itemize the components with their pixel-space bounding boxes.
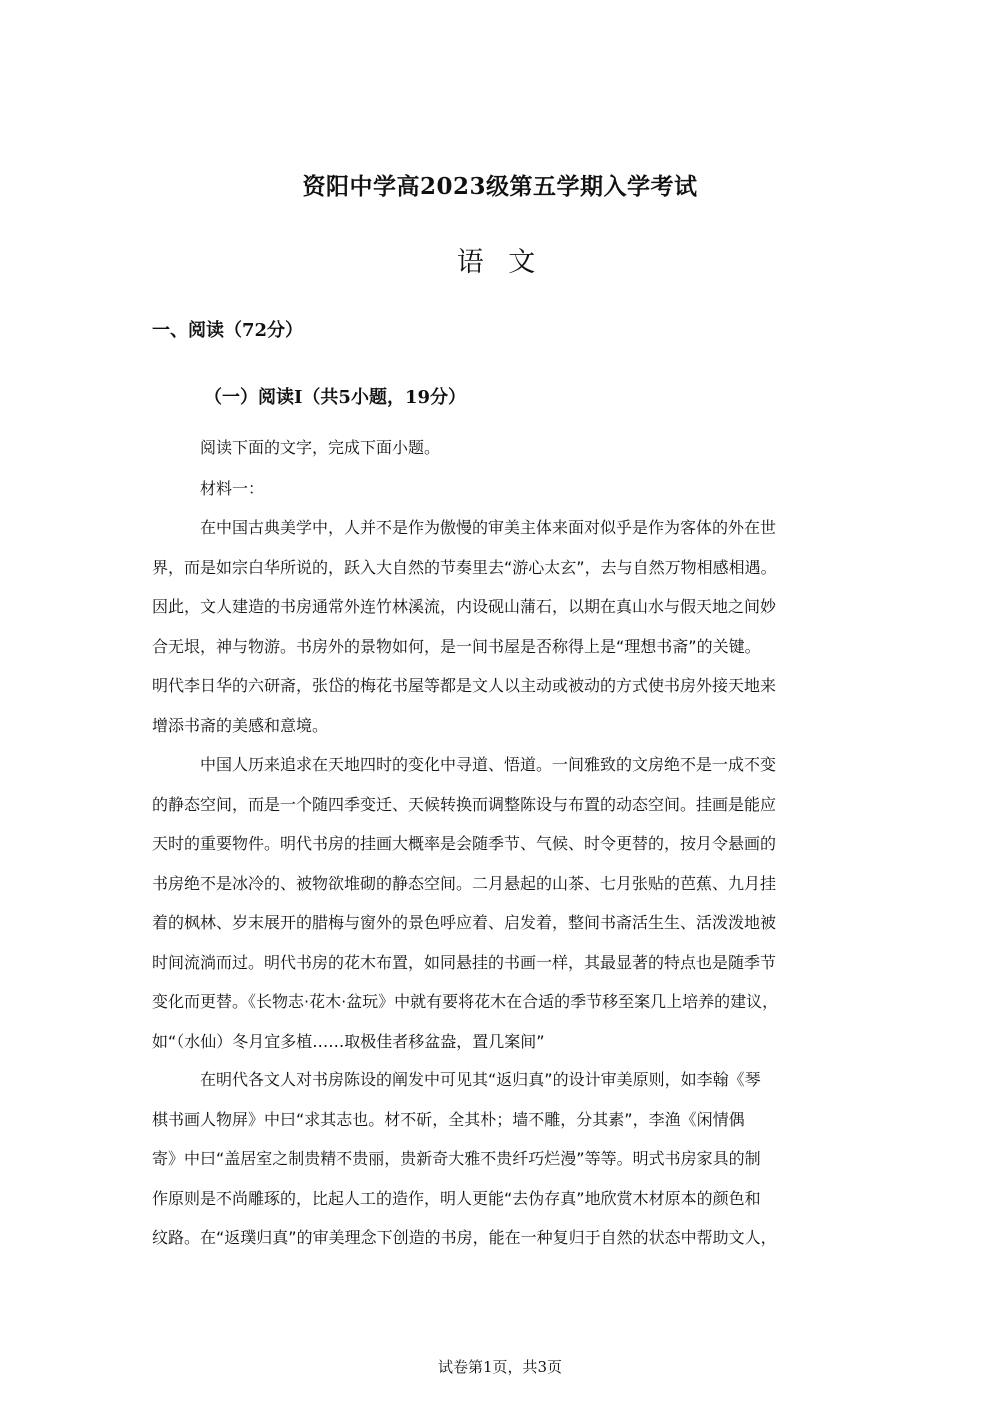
paragraph-line: 作原则是不尚雕琢的，比起人工的造作，明人更能“去伪存真”地欣赏木材原本的颜色和 bbox=[152, 1188, 761, 1208]
paragraph-line: 中国人历来追求在天地四时的变化中寻道、悟道。一间雅致的文房绝不是一成不变 bbox=[200, 755, 777, 774]
paragraph-line: 如“（水仙）冬月宜多植……取极佳者移盆盎，置几案间” bbox=[152, 1031, 545, 1051]
paragraph-line: 时间流淌而过。明代书房的花木布置，如同悬挂的书画一样，其最显著的特点也是随季节 bbox=[152, 952, 777, 972]
paragraph-line: 纹路。在“返璞归真”的审美理念下创造的书房，能在一种复归于自然的状态中帮助文人， bbox=[152, 1228, 777, 1247]
paragraph-3 bbox=[152, 1060, 852, 1258]
paragraph-line: 明代李日华的六研斋，张岱的梅花书屋等都是文人以主动或被动的方式使书房外接天地来 bbox=[152, 676, 777, 695]
paragraph-line: 合无垠，神与物游。书房外的景物如何，是一间书屋是否称得上是“理想书斋”的关键。 bbox=[152, 636, 761, 656]
paragraph-line: 书房绝不是冰冷的、被物欲堆砌的静态空间。二月悬起的山茶、七月张贴的芭蕉、九月挂 bbox=[152, 873, 777, 893]
paragraph-line: 因此，文人建造的书房通常外连竹林溪流，内设砚山蒲石，以期在真山水与假天地之间妙 bbox=[152, 597, 777, 616]
paragraph-line: 着的枫林、岁末展开的腊梅与窗外的景色呼应着、启发着，整间书斋活生生、活泼泼地被 bbox=[152, 913, 777, 932]
subsection-heading: （一）阅读I（共5小题，19分） bbox=[204, 387, 466, 408]
paragraph-line: 在中国古典美学中，人并不是作为傲慢的审美主体来面对似乎是作为客体的外在世 bbox=[200, 518, 777, 537]
reading-instruction: 阅读下面的文字，完成下面小题。 bbox=[200, 438, 441, 457]
paragraph-line: 变化而更替。《长物志·花木·盆玩》中就有要将花木在合适的季节移至案几上培养的建议， bbox=[152, 992, 779, 1011]
paragraph-line: 天时的重要物件。明代书房的挂画大概率是会随季节、气候、时令更替的，按月令悬画的 bbox=[152, 834, 777, 853]
paragraph-line: 在明代各文人对书房陈设的阐发中可见其“返归真”的设计审美原则，如李翰《琴 bbox=[200, 1070, 761, 1089]
material-label: 材料一： bbox=[200, 479, 265, 498]
page-footer: 试卷第1页，共3页 bbox=[437, 1358, 563, 1376]
paragraph-1 bbox=[152, 508, 852, 745]
section-heading: 一、阅读（72分） bbox=[152, 320, 304, 341]
exam-title: 资阳中学高2023级第五学期入学考试 bbox=[302, 173, 698, 200]
paragraph-2 bbox=[152, 745, 852, 1061]
subject-title: 语 文 bbox=[456, 247, 544, 278]
paragraph-line: 增添书斋的美感和意境。 bbox=[152, 715, 329, 735]
paragraph-line: 寄》中曰“盖居室之制贵精不贵丽，贵新奇大雅不贵纤巧烂漫”等等。明式书房家具的制 bbox=[152, 1149, 761, 1168]
paragraph-line: 界，而是如宗白华所说的，跃入大自然的节奏里去“游心太玄”，去与自然万物相感相遇。 bbox=[152, 557, 777, 577]
paragraph-line: 的静态空间，而是一个随四季变迁、天候转换而调整陈设与布置的动态空间。挂画是能应 bbox=[152, 794, 777, 814]
paragraph-line: 棋书画人物屏》中曰“求其志也。材不斫，全其朴；墙不雕，分其素”，李渔《闲情偶 bbox=[152, 1109, 745, 1129]
